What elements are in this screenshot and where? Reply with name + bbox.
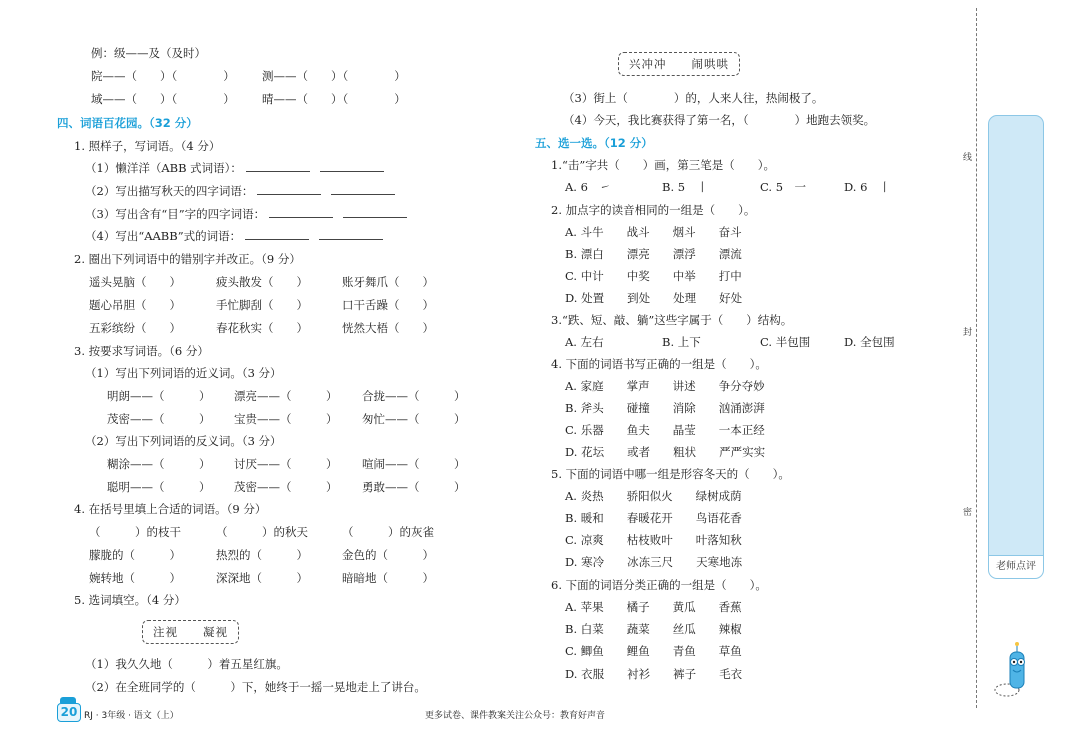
- mascot-icon: [985, 640, 1045, 702]
- section-5-heading: 五、选一选。（12 分）: [535, 136, 653, 150]
- sentence-4: （4）今天，我比赛获得了第一名，（ ）地跑去领奖。: [563, 113, 876, 127]
- q2-row3-b: 春花秋实（ ）: [216, 321, 308, 335]
- q4-r3-b: 深深地（ ）: [216, 571, 308, 585]
- q3-r1-b: 漂亮——（ ）: [234, 389, 338, 403]
- mc2-opt-c: C. 中计 中奖 中举 打中: [565, 269, 742, 283]
- q3-r2-b: 宝贵——（ ）: [234, 412, 338, 426]
- q2-row2-a: 题心吊胆（ ）: [89, 298, 181, 312]
- q3-r4-b: 茂密——（ ）: [234, 480, 338, 494]
- q3-r2-a: 茂密——（ ）: [107, 412, 211, 426]
- char-row-1a: 院——（ ）（ ）: [91, 69, 235, 83]
- mc4-question: 4. 下面的词语书写正确的一组是（ ）。: [551, 357, 767, 371]
- mc1-opt-a: A. 6 ㇀: [565, 180, 611, 194]
- char-row-2a: 域——（ ）（ ）: [91, 92, 235, 106]
- q2-row3-c: 恍然大梧（ ）: [342, 321, 434, 335]
- mc2-opt-b: B. 漂白 漂亮 漂浮 漂流: [565, 247, 742, 261]
- mc5-opt-b: B. 暖和 春暖花开 鸟语花香: [565, 511, 742, 525]
- q4-title: 4. 在括号里填上合适的词语。（9 分）: [74, 502, 267, 516]
- q4-r1-a: （ ）的枝干: [89, 525, 181, 539]
- q3-r2-c: 匆忙——（ ）: [362, 412, 466, 426]
- mc1-opt-c: C. 5 一: [760, 180, 807, 194]
- mc4-opt-a: A. 家庭 掌声 讲述 争分夺妙: [565, 379, 765, 393]
- mc5-opt-c: C. 凉爽 枯枝败叶 叶落知秋: [565, 533, 742, 547]
- mc4-opt-b: B. 斧头 碰撞 消除 汹涌澎湃: [565, 401, 765, 415]
- mc6-opt-a: A. 苹果 橘子 黄瓜 香蕉: [565, 600, 742, 614]
- char-row-1b: 测——（ ）（ ）: [262, 69, 406, 83]
- q5-title: 5. 选词填空。（4 分）: [74, 593, 186, 607]
- cut-mark-line: 线: [963, 150, 972, 163]
- mc1-opt-d: D. 6 丨: [844, 180, 891, 194]
- page-number: 20: [57, 703, 81, 722]
- mc3-opt-d: D. 全包围: [844, 335, 895, 349]
- q4-r2-a: 朦胧的（ ）: [89, 548, 181, 562]
- mc2-opt-a: A. 斗牛 战斗 烟斗 奋斗: [565, 225, 742, 239]
- mc1-question: 1.“击”字共（ ）画，第三笔是（ ）。: [551, 158, 775, 172]
- q2-row3-a: 五彩缤纷（ ）: [89, 321, 181, 335]
- q4-r1-c: （ ）的灰雀: [342, 525, 434, 539]
- mc6-opt-c: C. 鲫鱼 鲤鱼 青鱼 草鱼: [565, 644, 742, 658]
- mc6-question: 6. 下面的词语分类正确的一组是（ ）。: [551, 578, 767, 592]
- q2-row2-c: 口干舌躁（ ）: [342, 298, 434, 312]
- mc3-opt-a: A. 左右: [565, 335, 604, 349]
- q3-sub1: （1）写出下列词语的近义词。（3 分）: [85, 366, 282, 380]
- right-word-box: 兴冲冲 闹哄哄: [618, 52, 740, 76]
- q4-r2-b: 热烈的（ ）: [216, 548, 308, 562]
- sentence-3: （3）街上（ ）的，人来人往，热闹极了。: [563, 91, 824, 105]
- mc5-question: 5. 下面的词语中哪一组是形容冬天的（ ）。: [551, 467, 790, 481]
- footer-note: 更多试卷、课件教案关注公众号：教育好声音: [425, 711, 606, 721]
- book-label: RJ · 3年级 · 语文（上）: [84, 711, 179, 721]
- mc6-opt-d: D. 衣服 衬衫 裤子 毛衣: [565, 667, 743, 681]
- mc3-opt-b: B. 上下: [662, 335, 701, 349]
- q5-sentence-2: （2）在全班同学的（ ）下，她终于一摇一晃地走上了讲台。: [85, 680, 426, 694]
- mc2-opt-d: D. 处置 到处 处理 好处: [565, 291, 743, 305]
- q2-title: 2. 圈出下列词语中的错别字并改正。（9 分）: [74, 252, 301, 266]
- q1-title: 1. 照样子，写词语。（4 分）: [74, 139, 221, 153]
- q2-row1-c: 账牙舞爪（ ）: [342, 275, 434, 289]
- q3-sub2: （2）写出下列词语的反义词。（3 分）: [85, 434, 282, 448]
- q3-r3-c: 喧闹——（ ）: [362, 457, 466, 471]
- q1-item-3: （3）写出含有“目”字的四字词语：: [85, 206, 407, 222]
- q3-title: 3. 按要求写词语。（6 分）: [74, 344, 209, 358]
- mc4-opt-c: C. 乐器 鱼夫 晶莹 一本正经: [565, 423, 765, 437]
- q3-r1-a: 明朗——（ ）: [107, 389, 211, 403]
- mc1-opt-b: B. 5 丨: [662, 180, 709, 194]
- q3-r3-a: 糊涂——（ ）: [107, 457, 211, 471]
- cut-mark-seal: 封: [963, 325, 972, 338]
- mc3-opt-c: C. 半包围: [760, 335, 811, 349]
- q4-r2-c: 金色的（ ）: [342, 548, 434, 562]
- mc5-opt-a: A. 炎热 骄阳似火 绿树成荫: [565, 489, 742, 503]
- mc4-opt-d: D. 花坛 或者 粗状 严严实实: [565, 445, 766, 459]
- example-line: 例：级——及（及时）: [91, 46, 206, 60]
- q1-item-2: （2）写出描写秋天的四字词语：: [85, 183, 395, 199]
- q3-r1-c: 合拢——（ ）: [362, 389, 466, 403]
- cut-mark-secret: 密: [963, 505, 972, 518]
- q3-r4-c: 勇敢——（ ）: [362, 480, 466, 494]
- teacher-comment-label: 老师点评: [988, 555, 1044, 579]
- q2-row1-b: 疲头散发（ ）: [216, 275, 308, 289]
- q4-r1-b: （ ）的秋天: [216, 525, 308, 539]
- section-4-heading: 四、词语百花园。（32 分）: [57, 116, 198, 130]
- teacher-comment-panel: [988, 115, 1044, 577]
- binding-cut-line: [976, 8, 977, 708]
- q3-r4-a: 聪明——（ ）: [107, 480, 211, 494]
- q4-r3-c: 暗暗地（ ）: [342, 571, 434, 585]
- mc6-opt-b: B. 白菜 蔬菜 丝瓜 辣椒: [565, 622, 742, 636]
- q2-row1-a: 遥头晃脑（ ）: [89, 275, 181, 289]
- q1-item-4: （4）写出“AABB”式的词语：: [85, 228, 383, 244]
- q1-item-1: （1）懒洋洋（ABB 式词语）：: [85, 160, 384, 176]
- mc2-question: 2. 加点字的读音相同的一组是（ ）。: [551, 203, 756, 217]
- mc3-question: 3.“跌、短、敲、躺”这些字属于（ ）结构。: [551, 313, 793, 327]
- q5-word-box: 注视 凝视: [142, 620, 239, 644]
- q5-sentence-1: （1）我久久地（ ）着五星红旗。: [85, 657, 288, 671]
- q3-r3-b: 讨厌——（ ）: [234, 457, 338, 471]
- q4-r3-a: 婉转地（ ）: [89, 571, 181, 585]
- q2-row2-b: 手忙脚刮（ ）: [216, 298, 308, 312]
- mc5-opt-d: D. 寒冷 冰冻三尺 天寒地冻: [565, 555, 743, 569]
- char-row-2b: 晴——（ ）（ ）: [262, 92, 406, 106]
